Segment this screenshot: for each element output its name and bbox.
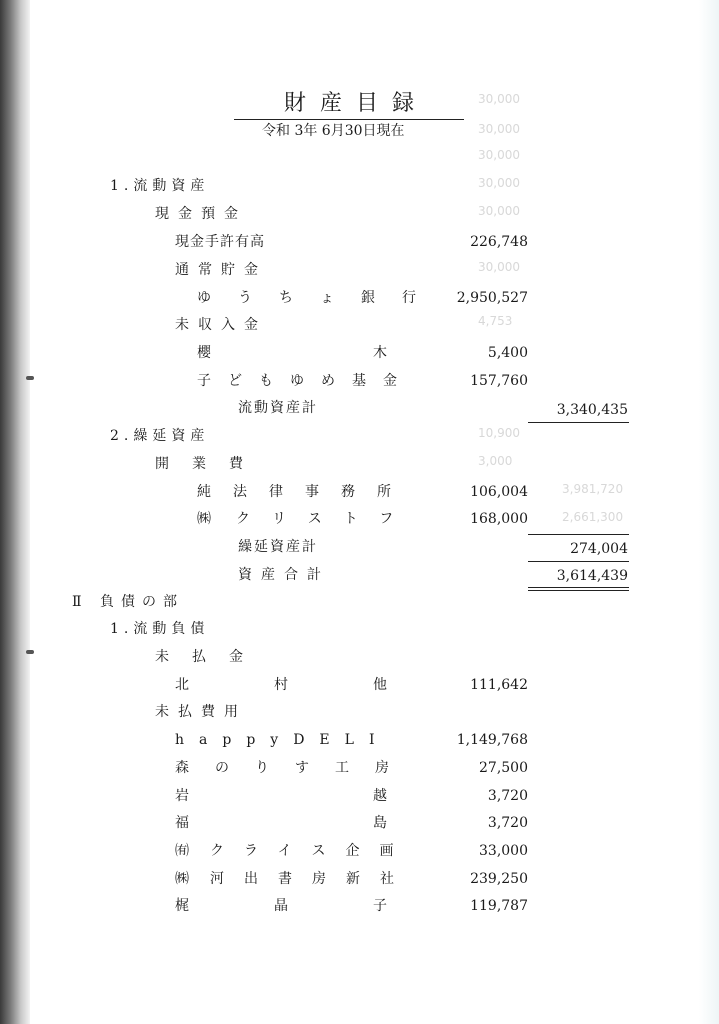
subtotal-rule xyxy=(528,534,629,535)
kristoff-amount: 168,000 xyxy=(470,511,528,527)
kuraisu-prefix: ㈲ xyxy=(175,843,189,859)
cash-on-hand-amount: 226,748 xyxy=(470,234,528,250)
kodomo-yume-fund-amount: 157,760 xyxy=(470,373,528,389)
current-assets-header: 1.流動資産 xyxy=(110,178,210,194)
show-through-text: 30,000 xyxy=(478,148,520,162)
accounts-payable-label: 未払金 xyxy=(155,649,266,665)
kawade-prefix: ㈱ xyxy=(175,871,189,887)
show-through-text: 2,661,300 xyxy=(562,510,624,524)
assets-total-amount: 3,614,439 xyxy=(556,568,628,584)
opening-costs-label: 開業費 xyxy=(155,456,266,472)
kuraisu-label: クライス企画 xyxy=(210,843,414,859)
sakuragi-amount: 5,400 xyxy=(487,345,528,361)
happy-deli-label: happyDELI xyxy=(175,732,390,748)
deferred-assets-total-amount: 274,004 xyxy=(570,541,628,557)
happy-deli-amount: 1,149,768 xyxy=(456,732,528,748)
ordinary-savings-label: 通常貯金 xyxy=(175,262,267,278)
kristoff-prefix: ㈱ xyxy=(197,511,211,527)
morinorisu-amount: 27,500 xyxy=(479,760,528,776)
show-through-text: 30,000 xyxy=(478,176,520,190)
current-liabilities-header: 1.流動負債 xyxy=(110,621,210,637)
sakuragi-label: 櫻 木 xyxy=(197,345,387,361)
kuraisu-amount: 33,000 xyxy=(479,843,528,859)
yucho-bank-label: ゆうちょ銀行 xyxy=(197,290,443,306)
punch-hole-mark xyxy=(26,376,34,380)
liabilities-section-header: Ⅱ 負債の部 xyxy=(72,594,184,610)
show-through-text: 30,000 xyxy=(478,92,520,106)
kitamura-label: 北 村 他 xyxy=(175,677,387,693)
kitamura-amount: 111,642 xyxy=(470,677,528,693)
yucho-bank-amount: 2,950,527 xyxy=(456,290,528,306)
show-through-text: 3,981,720 xyxy=(562,482,624,496)
accrued-expenses-label: 未払費用 xyxy=(155,704,247,720)
total-underline xyxy=(528,561,629,562)
deferred-assets-header: 2.繰延資産 xyxy=(110,428,210,444)
grand-total-double-rule xyxy=(528,587,629,591)
current-assets-total-amount: 3,340,435 xyxy=(556,402,628,418)
cash-deposits-label: 現金預金 xyxy=(155,206,247,222)
deferred-assets-total-label: 繰延資産計 xyxy=(238,539,318,555)
show-through-text: 30,000 xyxy=(478,260,520,274)
cash-on-hand-label: 現金手許有高 xyxy=(175,234,265,250)
assets-total-label: 資産合計 xyxy=(238,567,330,583)
scan-right-edge xyxy=(699,0,719,1024)
total-underline xyxy=(528,422,629,423)
fukushima-amount: 3,720 xyxy=(487,815,528,831)
show-through-text: 3,000 xyxy=(478,454,513,468)
law-firm-label: 純法律事務所 xyxy=(197,484,413,500)
document-title: 財産目録 xyxy=(234,86,464,120)
punch-hole-mark xyxy=(26,650,34,654)
kawade-label: 河出書房新社 xyxy=(210,871,414,887)
show-through-text: 30,000 xyxy=(478,204,520,218)
law-firm-amount: 106,004 xyxy=(470,484,528,500)
show-through-text: 30,000 xyxy=(478,122,520,136)
kajiki-label: 梶 晶 子 xyxy=(175,898,387,914)
show-through-text: 10,900 xyxy=(478,426,520,440)
show-through-text: 4,753 xyxy=(478,314,513,328)
morinorisu-label: 森のりす工房 xyxy=(175,760,415,776)
accrued-revenue-label: 未収入金 xyxy=(175,317,267,333)
scan-shadow-edge xyxy=(0,0,30,1024)
kodomo-yume-fund-label: 子どもゆめ基金 xyxy=(197,373,414,389)
kawade-amount: 239,250 xyxy=(470,871,528,887)
kristoff-label: クリストフ xyxy=(236,511,416,527)
iwakoshi-amount: 3,720 xyxy=(487,788,528,804)
as-of-date: 令和 3年 6月30日現在 xyxy=(262,123,405,139)
fukushima-label: 福 島 xyxy=(175,815,387,831)
kajiki-amount: 119,787 xyxy=(470,898,528,914)
current-assets-total-label: 流動資産計 xyxy=(238,400,318,416)
iwakoshi-label: 岩 越 xyxy=(175,788,387,804)
